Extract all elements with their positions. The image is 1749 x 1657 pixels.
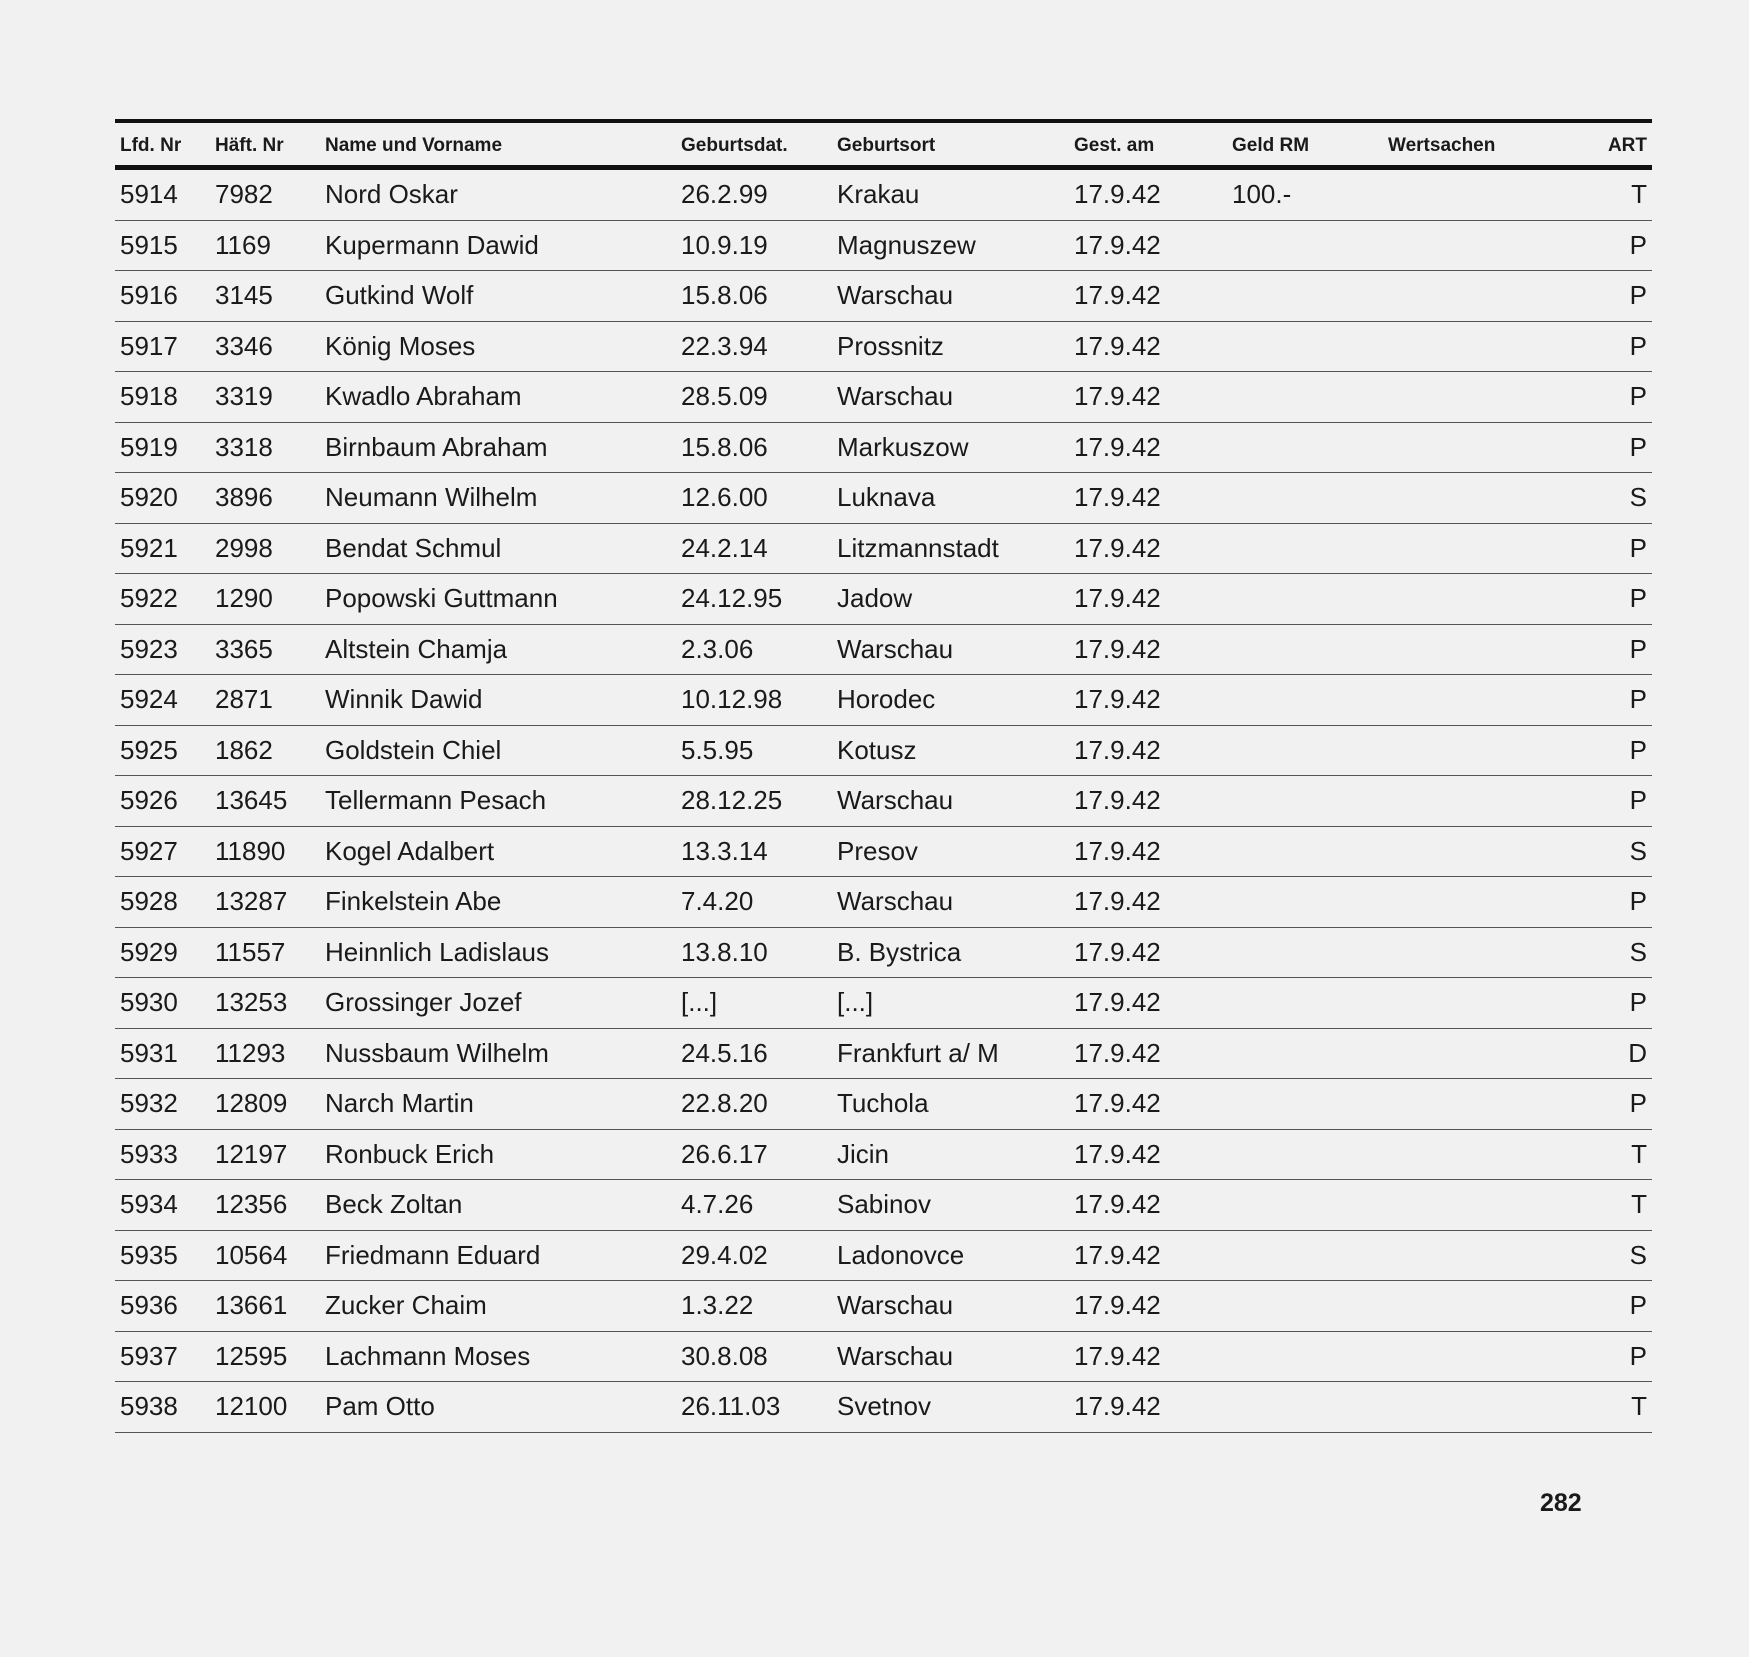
page-number: 282: [1540, 1489, 1582, 1517]
table-cell: Heinnlich Ladislaus: [325, 936, 550, 967]
table-cell: 17.9.42: [1074, 431, 1161, 462]
table-cell: 4.7.26: [681, 1189, 754, 1219]
table-cell: Lachmann Moses: [325, 1340, 531, 1371]
table-cell: 17.9.42: [1074, 1290, 1161, 1320]
table-cell: 17.9.42: [1074, 381, 1161, 411]
table-cell: Warschau: [837, 1290, 954, 1320]
table-cell: P: [1629, 280, 1647, 310]
table-row: [115, 1180, 1652, 1231]
table-cell: Sabinov: [837, 1189, 931, 1219]
table-cell: 3896: [215, 482, 273, 512]
table-cell: Luknava: [837, 482, 936, 512]
table-cell: König Moses: [325, 330, 476, 361]
table-cell: 2871: [215, 684, 273, 714]
table-cell: 5926: [120, 785, 178, 815]
table-cell: 17.9.42: [1074, 936, 1161, 967]
table-cell: 5924: [120, 684, 178, 714]
column-header: ART: [1607, 135, 1647, 156]
table-cell: Goldstein Chiel: [325, 734, 502, 765]
table-cell: 7.4.20: [681, 886, 754, 916]
table-cell: 2.3.06: [681, 633, 754, 664]
table-row: [115, 1332, 1652, 1383]
table-cell: P: [1629, 1340, 1647, 1371]
table-cell: P: [1629, 785, 1647, 815]
table-cell: 5918: [120, 381, 178, 411]
table-row: [115, 524, 1652, 575]
table-cell: 1290: [215, 583, 273, 613]
table-cell: 11293: [215, 1037, 286, 1068]
register-table: [115, 119, 1652, 1433]
table-cell: 15.8.06: [681, 280, 768, 310]
table-cell: Presov: [837, 835, 918, 866]
table-cell: 5917: [120, 330, 178, 361]
table-cell: Zucker Chaim: [325, 1290, 487, 1320]
table-cell: Svetnov: [837, 1391, 931, 1421]
table-cell: Nussbaum Wilhelm: [325, 1037, 549, 1068]
column-header: Geburtsort: [837, 135, 936, 156]
table-row: [115, 170, 1652, 221]
table-cell: 13253: [215, 987, 288, 1017]
table-cell: Warschau: [837, 633, 954, 664]
table-cell: 17.9.42: [1074, 1138, 1161, 1169]
table-cell: Popowski Guttmann: [325, 583, 558, 613]
table-cell: 5931: [120, 1037, 178, 1068]
table-cell: B. Bystrica: [837, 936, 962, 967]
table-cell: Ronbuck Erich: [325, 1138, 495, 1169]
table-row: [115, 1382, 1652, 1433]
table-cell: 5914: [120, 179, 178, 209]
table-cell: 5927: [120, 835, 178, 866]
table-row: [115, 827, 1652, 878]
table-cell: 5920: [120, 482, 178, 512]
table-cell: P: [1629, 532, 1647, 563]
table-cell: 17.9.42: [1074, 785, 1161, 815]
table-cell: S: [1629, 482, 1647, 512]
table-cell: 5935: [120, 1239, 178, 1270]
table-cell: S: [1629, 835, 1647, 866]
table-cell: Nord Oskar: [325, 179, 458, 209]
table-cell: 10.12.98: [681, 684, 783, 714]
table-row: [115, 928, 1652, 979]
table-cell: 5936: [120, 1290, 178, 1320]
table-cell: P: [1629, 886, 1647, 916]
table-cell: P: [1629, 633, 1647, 664]
table-cell: 11890: [215, 835, 286, 866]
table-cell: 17.9.42: [1074, 1088, 1161, 1118]
table-cell: 17.9.42: [1074, 1037, 1161, 1068]
table-row: [115, 372, 1652, 423]
table-row: [115, 423, 1652, 474]
table-cell: 22.8.20: [681, 1088, 768, 1118]
table-cell: 17.9.42: [1074, 1239, 1161, 1270]
table-cell: 17.9.42: [1074, 1340, 1161, 1371]
table-cell: 5932: [120, 1088, 178, 1118]
table-cell: Warschau: [837, 280, 954, 310]
table-cell: 17.9.42: [1074, 886, 1161, 916]
table-cell: Krakau: [837, 179, 920, 209]
table-cell: Tellermann Pesach: [325, 785, 547, 815]
table-cell: 17.9.42: [1074, 330, 1161, 361]
table-cell: 15.8.06: [681, 431, 768, 462]
table-cell: Frankfurt a/ M: [837, 1037, 999, 1068]
table-row: [115, 625, 1652, 676]
table-cell: Winnik Dawid: [325, 684, 483, 714]
table-row: [115, 675, 1652, 726]
table-row: [115, 473, 1652, 524]
table-cell: 28.12.25: [681, 785, 783, 815]
table-row: [115, 1281, 1652, 1332]
table-cell: 17.9.42: [1074, 179, 1161, 209]
table-cell: Magnuszew: [837, 229, 976, 260]
table-cell: 100.-: [1232, 179, 1292, 209]
table-cell: 5916: [120, 280, 178, 310]
table-cell: 5919: [120, 431, 178, 462]
table-cell: T: [1631, 1138, 1647, 1169]
table-cell: 17.9.42: [1074, 229, 1161, 260]
table-cell: 5921: [120, 532, 178, 563]
table-cell: 1169: [215, 229, 271, 260]
table-row: [115, 978, 1652, 1029]
table-cell: 24.12.95: [681, 583, 783, 613]
table-row: [115, 1029, 1652, 1080]
table-cell: 17.9.42: [1074, 280, 1161, 310]
table-cell: 10.9.19: [681, 229, 768, 260]
table-cell: 5922: [120, 583, 178, 613]
table-cell: Narch Martin: [325, 1088, 474, 1118]
table-cell: 17.9.42: [1074, 532, 1161, 563]
table-cell: 26.2.99: [681, 179, 768, 209]
column-header: Häft. Nr: [215, 135, 284, 156]
table-cell: 5929: [120, 936, 178, 967]
table-cell: Kupermann Dawid: [325, 229, 539, 260]
table-cell: Tuchola: [837, 1088, 929, 1118]
table-cell: 17.9.42: [1074, 987, 1161, 1017]
table-cell: Jicin: [837, 1138, 890, 1169]
table-cell: 5933: [120, 1138, 178, 1169]
table-cell: 17.9.42: [1074, 583, 1161, 613]
table-cell: 13.8.10: [681, 936, 768, 967]
table-cell: 3319: [215, 381, 273, 411]
table-cell: 5928: [120, 886, 178, 916]
table-cell: P: [1629, 330, 1647, 361]
table-cell: Warschau: [837, 886, 954, 916]
column-header: Name und Vorname: [325, 135, 503, 156]
table-cell: 12356: [215, 1189, 288, 1219]
table-cell: 17.9.42: [1074, 482, 1161, 512]
table-cell: S: [1629, 936, 1647, 967]
table-cell: T: [1631, 179, 1647, 209]
table-cell: 3365: [215, 633, 273, 664]
table-cell: 12595: [215, 1340, 288, 1371]
column-header: Wertsachen: [1388, 135, 1496, 156]
table-cell: D: [1628, 1037, 1647, 1068]
table-cell: 26.6.17: [681, 1138, 768, 1169]
table-cell: P: [1629, 684, 1647, 714]
table-cell: 28.5.09: [681, 381, 768, 411]
table-row: [115, 1130, 1652, 1181]
table-header: [115, 123, 1652, 170]
table-cell: P: [1629, 381, 1647, 411]
table-cell: Friedmann Eduard: [325, 1239, 541, 1270]
table-cell: P: [1629, 734, 1647, 765]
table-cell: Kogel Adalbert: [325, 835, 495, 866]
table-cell: 17.9.42: [1074, 1189, 1161, 1219]
table-cell: Gutkind Wolf: [325, 280, 474, 310]
table-row: [115, 1231, 1652, 1282]
table-row: [115, 1079, 1652, 1130]
table-cell: 11557: [215, 936, 286, 967]
table-cell: 17.9.42: [1074, 835, 1161, 866]
table-cell: Neumann Wilhelm: [325, 482, 538, 512]
table-cell: 17.9.42: [1074, 684, 1161, 714]
table-cell: 12.6.00: [681, 482, 768, 512]
table-cell: P: [1629, 431, 1647, 462]
table-cell: Altstein Chamja: [325, 633, 508, 664]
table-cell: [...]: [837, 987, 874, 1017]
table-cell: 13645: [215, 785, 288, 815]
column-header: Geburtsdat.: [681, 135, 788, 156]
table-cell: 17.9.42: [1074, 1391, 1161, 1421]
table-cell: 13661: [215, 1290, 288, 1320]
table-cell: 5934: [120, 1189, 178, 1219]
table-row: [115, 726, 1652, 777]
table-cell: 7982: [215, 179, 273, 209]
table-cell: 3318: [215, 431, 273, 462]
table-cell: 29.4.02: [681, 1239, 768, 1270]
table-cell: 12809: [215, 1088, 288, 1118]
table-cell: 5937: [120, 1340, 178, 1371]
table-cell: 24.5.16: [681, 1037, 768, 1068]
table-cell: 3346: [215, 330, 273, 361]
table-cell: 12100: [215, 1391, 288, 1421]
table-cell: 5925: [120, 734, 178, 765]
table-cell: S: [1629, 1239, 1647, 1270]
table-cell: 24.2.14: [681, 532, 768, 563]
table-cell: 13287: [215, 886, 288, 916]
table-cell: 2998: [215, 532, 273, 563]
table-cell: Bendat Schmul: [325, 532, 502, 563]
table-cell: 12197: [215, 1138, 288, 1169]
table-cell: 1.3.22: [681, 1290, 754, 1320]
table-body: [115, 170, 1652, 1433]
table-row: [115, 877, 1652, 928]
table-cell: Finkelstein Abe: [325, 886, 502, 916]
column-header: Geld RM: [1232, 135, 1310, 156]
table-row: [115, 322, 1652, 373]
column-header: Lfd. Nr: [120, 135, 182, 156]
table-cell: 5938: [120, 1391, 178, 1421]
table-cell: 17.9.42: [1074, 633, 1161, 664]
table-cell: P: [1629, 1290, 1647, 1320]
table-cell: Kwadlo Abraham: [325, 381, 522, 411]
table-cell: Warschau: [837, 1340, 954, 1371]
table-row: [115, 271, 1652, 322]
table-cell: Warschau: [837, 381, 954, 411]
table-cell: P: [1629, 229, 1647, 260]
table-cell: 10564: [215, 1239, 288, 1270]
table-cell: 17.9.42: [1074, 734, 1161, 765]
table-cell: Beck Zoltan: [325, 1189, 463, 1219]
table-cell: [...]: [681, 987, 718, 1017]
column-header: Gest. am: [1074, 135, 1155, 156]
table-cell: 1862: [215, 734, 273, 765]
table-cell: Litzmannstadt: [837, 532, 999, 563]
table-cell: Grossinger Jozef: [325, 987, 522, 1017]
table-cell: 3145: [215, 280, 273, 310]
table-cell: Prossnitz: [837, 330, 944, 361]
table-cell: 5915: [120, 229, 178, 260]
table-cell: 26.11.03: [681, 1391, 781, 1421]
table-cell: 5923: [120, 633, 178, 664]
table-cell: Warschau: [837, 785, 954, 815]
table-cell: 5930: [120, 987, 178, 1017]
table-cell: 5.5.95: [681, 734, 754, 765]
table-cell: Horodec: [837, 684, 936, 714]
table-row: [115, 574, 1652, 625]
table-cell: Pam Otto: [325, 1391, 435, 1421]
table-row: [115, 776, 1652, 827]
table-cell: T: [1631, 1189, 1647, 1219]
table-cell: P: [1629, 583, 1647, 613]
table-cell: 13.3.14: [681, 835, 768, 866]
table-cell: Birnbaum Abraham: [325, 431, 548, 462]
table-cell: P: [1629, 987, 1647, 1017]
table-cell: Markuszow: [837, 431, 969, 462]
table-cell: T: [1631, 1391, 1647, 1421]
table-cell: Ladonovce: [837, 1239, 965, 1270]
table-cell: Kotusz: [837, 734, 917, 765]
table-cell: P: [1629, 1088, 1647, 1118]
table-cell: 30.8.08: [681, 1340, 768, 1371]
table-row: [115, 221, 1652, 272]
table-cell: 22.3.94: [681, 330, 768, 361]
table-cell: Jadow: [837, 583, 913, 613]
